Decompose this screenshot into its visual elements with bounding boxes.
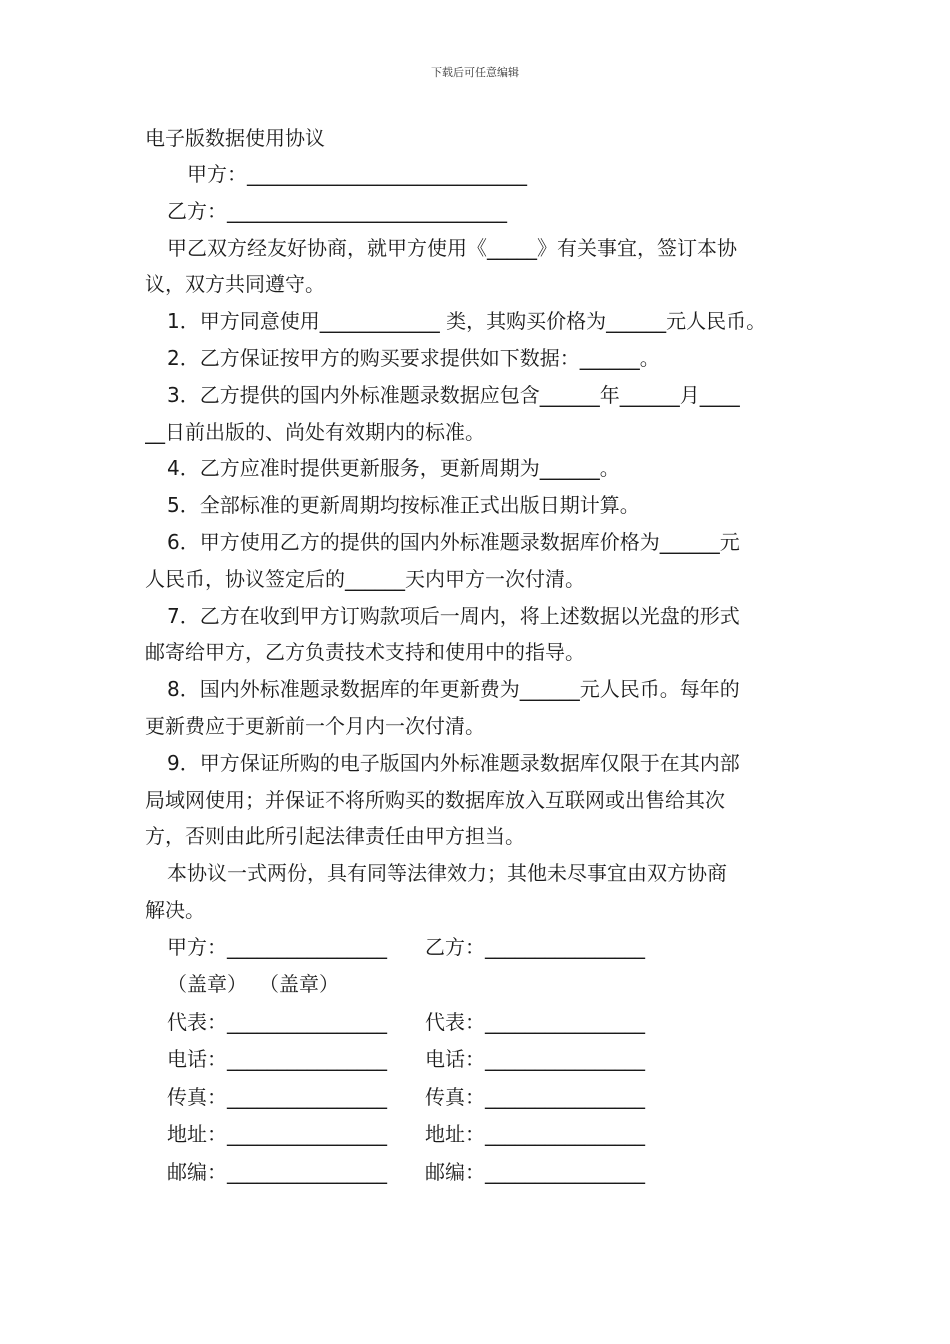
preamble-line: 议，双方共同遵守。 [145,272,325,297]
clauses [145,156,815,929]
closing-line: 本协议一式两份，具有同等法律效力；其他未尽事宜由双方协商 [167,861,727,886]
party-b-address: 地址：________________ [425,1122,645,1147]
postcode-row [145,1154,815,1192]
party-b-postcode: 邮编：________________ [425,1159,645,1184]
seal-row [145,966,815,1004]
clause-7: 7．乙方在收到甲方订购款项后一周内，将上述数据以光盘的形式 [167,603,740,628]
party-b-line: 乙方：____________________________ [167,198,507,223]
party-b-signature: 乙方：________________ [425,934,645,959]
clause-3: 3．乙方提供的国内外标准题录数据应包含______年______月____ [167,382,740,407]
party-b-fax: 传真：________________ [425,1084,645,1109]
clause-6: 6．甲方使用乙方的提供的国内外标准题录数据库价格为______元 [167,529,740,554]
page-header: 下载后可任意编辑 [431,66,519,79]
clause-6-cont: 人民币，协议签定后的______天内甲方一次付清。 [145,566,585,591]
clause-9-cont: 局域网使用；并保证不将所购买的数据库放入互联网或出售给其次 [145,787,725,812]
seal-a: （盖章） [167,972,247,997]
party-a-fax: 传真：________________ [167,1084,387,1109]
party-a-postcode: 邮编：________________ [167,1159,387,1184]
document-title: 电子版数据使用协议 [145,126,325,150]
fax-row [145,1079,815,1117]
party-a-representative: 代表：________________ [167,1009,387,1034]
party-a-line: 甲方：____________________________ [167,162,527,186]
closing-line-cont: 解决。 [145,897,205,922]
phone-row [145,1041,815,1079]
clause-3-cont: __日前出版的、尚处有效期内的标准。 [145,419,485,444]
clause-1: 1．甲方同意使用____________ 类，其购买价格为______元人民币。 [167,309,767,334]
clause-8-cont: 更新费应于更新前一个月内一次付清。 [145,713,485,738]
clause-4: 4．乙方应准时提供更新服务，更新周期为______。 [167,456,620,481]
party-b-phone: 电话：________________ [425,1047,645,1072]
clause-5: 5．全部标准的更新周期均按标准正式出版日期计算。 [167,493,640,518]
signature-parties-row [145,929,815,967]
representative-row [145,1004,815,1042]
seal-b: （盖章） [269,972,339,997]
party-a-signature: 甲方：________________ [167,934,387,959]
clause-2: 2．乙方保证按甲方的购买要求提供如下数据：______。 [167,345,660,370]
document-body [145,120,815,1191]
party-a-phone: 电话：________________ [167,1047,387,1072]
signature-block [145,929,815,1192]
clause-8: 8．国内外标准题录数据库的年更新费为______元人民币。每年的 [167,677,740,702]
party-a-address: 地址：________________ [167,1122,387,1147]
address-row [145,1116,815,1154]
clause-9: 9．甲方保证所购的电子版国内外标准题录数据库仅限于在其内部 [167,750,740,775]
party-b-representative: 代表：________________ [425,1009,645,1034]
clause-9-cont: 方，否则由此所引起法律责任由甲方担当。 [145,824,525,849]
preamble-line: 甲乙双方经友好协商，就甲方使用《_____》有关事宜，签订本协 [167,235,737,260]
clause-7-cont: 邮寄给甲方，乙方负责技术支持和使用中的指导。 [145,640,585,665]
